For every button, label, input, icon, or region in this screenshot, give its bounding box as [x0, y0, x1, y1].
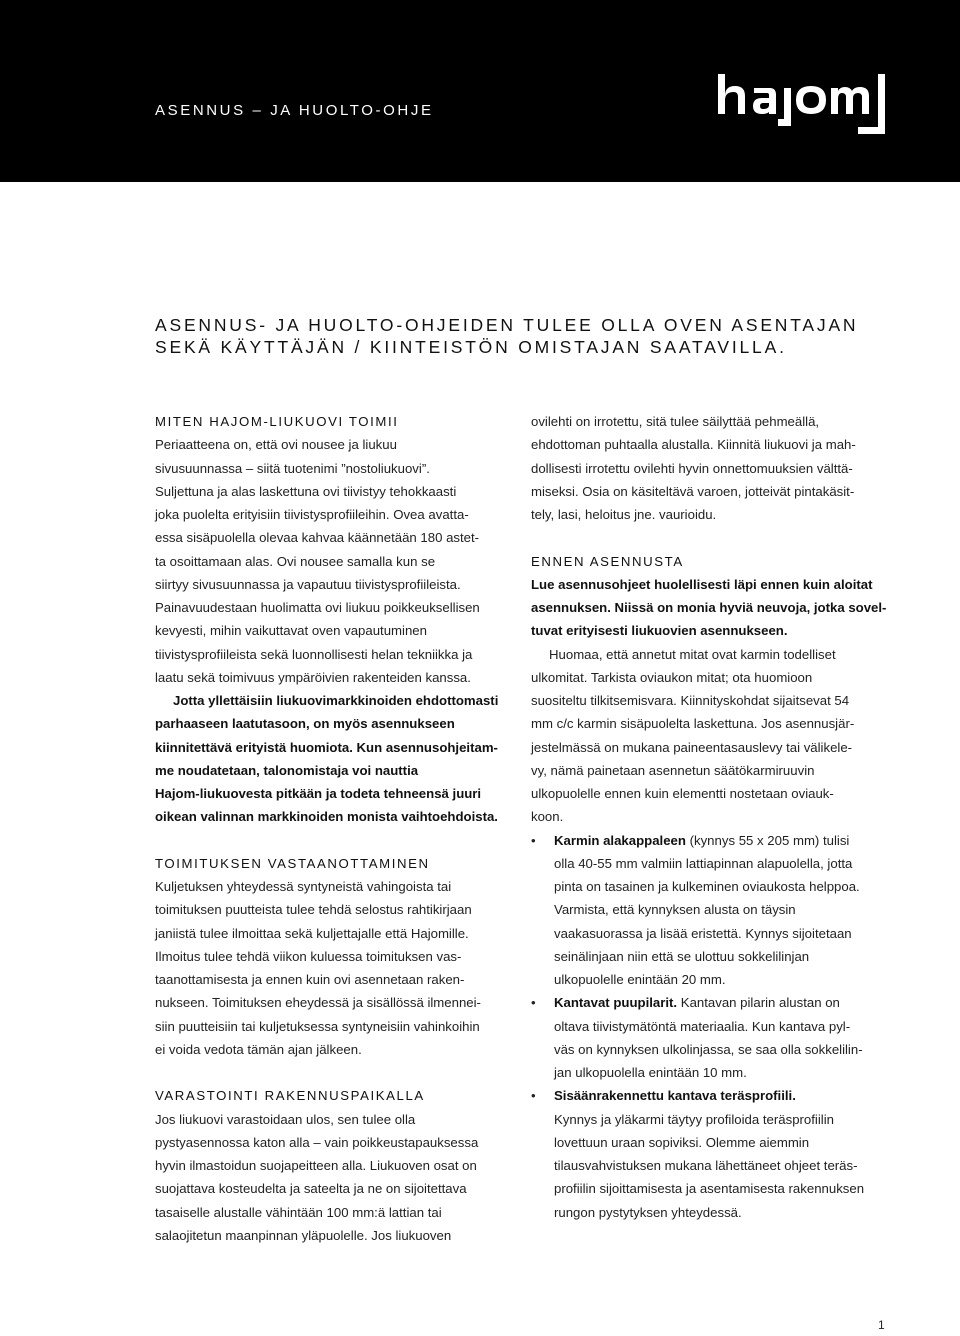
- section-heading-how-it-works: MITEN HAJOM-LIUKUOVI TOIMII: [155, 414, 399, 429]
- bold-line: parhaaseen laatutasoon, on myös asennukseen: [155, 716, 455, 732]
- paragraph-line: ulkopuolelle ennen kuin elementti nostetaan oviauk-: [531, 786, 834, 801]
- paragraph-line: ulkomitat. Tarkista oviaukon mitat; ota huomioon: [531, 669, 813, 685]
- paragraph-line: dollisesti irrotettu ovilehti hyvin onnettomuuksien välttä-: [531, 460, 853, 476]
- paragraph-line: vy, nämä painetaan asennetun säätökarmiruuvin: [531, 762, 815, 778]
- paragraph-line: ulkopuolelle enintään 20 mm.: [554, 972, 726, 987]
- paragraph-line: joka puolelta erityisiin tiivistysprofiileihin. Ovea avatta-: [155, 507, 469, 522]
- intro-line: ASENNUS- JA HUOLTO-OHJEIDEN TULEE OLLA OVEN ASENTAJAN: [155, 315, 859, 335]
- bold-line: tuvat erityisesti liukuovien asennukseen.: [531, 623, 788, 639]
- bullet-item-threshold: [531, 829, 893, 852]
- paragraph-line: Periaatteena on, että ovi nousee ja liukuu: [155, 437, 397, 453]
- paragraph-line: miseksi. Osia on käsiteltävä varoen, jotteivät pintakäsit-: [531, 483, 855, 499]
- paragraph-line: tasaiselle alustalle vähintään 100 mm:ä lattian tai: [155, 1204, 442, 1220]
- paragraph-line: tilausvahvistuksen mukana lähettäneet ohjeet teräs-: [554, 1158, 858, 1173]
- paragraph-line: jestelmässä on mukana paineentasauslevy tai välikele-: [531, 739, 853, 755]
- header-banner: [0, 0, 960, 182]
- paragraph-line: suositeltu tilkitsemisvara. Kiinnityskohdat sijaitsevat 54: [531, 693, 850, 708]
- paragraph-line: kevyesti, mihin vaikuttavat oven vapautuminen: [155, 623, 427, 639]
- bullet-icon: •: [531, 832, 536, 848]
- paragraph-line: janiistä tulee ilmoittaa sekä kuljettajalle että Hajomille.: [155, 925, 469, 941]
- bold-line: oikean valinnan markkinoiden monista vaihtoehdoista.: [155, 809, 498, 825]
- bold-line: Lue asennusohjeet huolellisesti läpi ennen kuin aloitat: [531, 576, 873, 592]
- section-heading-before-install: ENNEN ASENNUSTA: [531, 553, 684, 569]
- paragraph-line: nukseen. Toimituksen eheydessä ja sisällössä ilmennei-: [155, 995, 481, 1011]
- paragraph-line: essa sisäpuolella olevaa kahvaa käännetään 180 astet-: [155, 530, 480, 546]
- paragraph-line: taanottamisesta ja ennen kuin ovi asennetaan raken-: [155, 972, 465, 987]
- page-number: 1: [878, 1318, 885, 1332]
- paragraph-line: siirtyy sivusuunnassa ja vapautuu tiivistysprofiileista.: [155, 576, 461, 592]
- paragraph-line: salaojitetun maanpinnan yläpuolelle. Jos liukuoven: [155, 1227, 452, 1243]
- bold-line: me noudatetaan, talonomistaja voi nauttia: [155, 762, 419, 778]
- right-column: [531, 410, 893, 1224]
- bullet-item-steel-profile: [531, 1084, 893, 1107]
- paragraph-line: profiilin sijoittamisesta ja asentamisesta rakennuksen: [554, 1181, 865, 1197]
- paragraph-line: tiivistysprofiileista sekä luonnollisesti helan tekniikka ja: [155, 646, 473, 662]
- paragraph-line: pystyasennossa katon alla – vain poikkeustapauksessa: [155, 1134, 479, 1150]
- intro-line: SEKÄ KÄYTTÄJÄN / KIINTEISTÖN OMISTAJAN SAATAVILLA.: [155, 337, 787, 357]
- paragraph-line: suojattava kosteudelta ja sateelta ja ne on sijoitettava: [155, 1181, 467, 1197]
- bold-line: Hajom-liukuovesta pitkään ja todeta tehneensä juuri: [155, 786, 482, 801]
- paragraph-line: seinälinjaan niin että se ulottuu sokkelilinjan: [554, 948, 810, 964]
- bold-line: asennuksen. Niissä on monia hyviä neuvoja, jotka sovel-: [531, 600, 887, 615]
- paragraph-line: väs on kynnyksen ulkolinjassa, se saa olla sokkelilin-: [554, 1041, 863, 1057]
- left-column: [155, 410, 505, 1247]
- paragraph-line: laatu sekä toimivuus ympäröivien rakenteiden kanssa.: [155, 669, 471, 685]
- paragraph-line: Kuljetuksen yhteydessä syntyneistä vahingoista tai: [155, 879, 452, 894]
- paragraph-line: ta osoittamaan alas. Ovi nousee samalla kun se: [155, 553, 436, 569]
- bullet-icon: •: [531, 995, 536, 1011]
- paragraph-line: tely, lasi, heloitus jne. vaurioidu.: [531, 507, 717, 522]
- paragraph-line: Jos liukuovi varastoidaan ulos, sen tulee olla: [155, 1111, 416, 1127]
- paragraph-line: rungon pystytyksen yhteydessä.: [554, 1204, 742, 1220]
- paragraph-line: mm c/c karmin sisäpuolelta laskettuna. Jos asennusjär-: [531, 716, 855, 732]
- paragraph-line: Painavuudestaan huolimatta ovi liukuu poikkeuksellisen: [155, 600, 480, 615]
- document-title: ASENNUS – JA HUOLTO-OHJE: [155, 102, 434, 119]
- bold-line: kiinnitettävä erityistä huomiota. Kun asennusohjeitam-: [155, 739, 498, 755]
- bold-line: Jotta yllettäisiin liukuovimarkkinoiden ehdottomasti: [173, 693, 499, 708]
- paragraph-line: Kynnys ja yläkarmi täytyy profiloida teräsprofiilin: [554, 1111, 834, 1127]
- bullet-text: (kynnys 55 x 205 mm) tulisi: [685, 832, 850, 848]
- paragraph-line: Suljettuna ja alas laskettuna ovi tiivistyy tehokkaasti: [155, 483, 457, 499]
- paragraph-line: Huomaa, että annetut mitat ovat karmin todelliset: [549, 646, 836, 662]
- paragraph-line: ei voida vedota tämän ajan jälkeen.: [155, 1041, 362, 1057]
- paragraph-line: Ilmoitus tulee tehdä viikon kuluessa toimituksen vas-: [155, 948, 462, 964]
- paragraph-line: vaakasuorassa ja lisää eristettä. Kynnys sijoitetaan: [554, 925, 852, 941]
- bullet-lead: Karmin alakappaleen: [554, 832, 686, 848]
- bullet-icon: •: [531, 1088, 536, 1104]
- paragraph-line: oltava tiivistymätöntä materiaalia. Kun kantava pyl-: [554, 1018, 851, 1034]
- paragraph-line: ovilehti on irrotettu, sitä tulee säilyttää pehmeällä,: [531, 414, 820, 429]
- bullet-text: Kantavan pilarin alustan on: [677, 995, 840, 1011]
- bullet-lead: Sisäänrakennettu kantava teräsprofiili.: [554, 1088, 796, 1104]
- hajom-logo: [718, 74, 888, 134]
- section-heading-storage: VARASTOINTI RAKENNUSPAIKALLA: [155, 1088, 425, 1104]
- paragraph-line: siin puutteisiin tai kuljetuksessa syntyneisiin vahinkoihin: [155, 1018, 480, 1034]
- paragraph-line: ehdottoman puhtaalla alustalla. Kiinnitä liukuovi ja mah-: [531, 437, 856, 453]
- paragraph-line: jan ulkopuolella enintään 10 mm.: [554, 1065, 747, 1080]
- bullet-lead: Kantavat puupilarit.: [554, 995, 678, 1011]
- intro-notice: [155, 314, 858, 358]
- paragraph-line: lovettuun uraan sopiviksi. Olemme aiemmin: [554, 1134, 810, 1150]
- paragraph-line: toimituksen puutteista tulee tehdä selostus rahtikirjaan: [155, 902, 472, 918]
- paragraph-line: pinta on tasainen ja kulkeminen oviaukosta helppoa.: [554, 879, 860, 894]
- bullet-item-pillars: [531, 991, 893, 1014]
- paragraph-line: hyvin ilmastoidun suojapeitteen alla. Liukuoven osat on: [155, 1158, 477, 1173]
- paragraph-line: olla 40-55 mm valmiin lattiapinnan alapuolella, jotta: [554, 855, 853, 871]
- paragraph-line: Varmista, että kynnyksen alusta on täysin: [554, 902, 796, 918]
- paragraph-line: koon.: [531, 809, 564, 825]
- paragraph-line: sivusuunnassa – siitä tuotenimi ”nostoliukuovi”.: [155, 460, 430, 476]
- section-heading-delivery: TOIMITUKSEN VASTAANOTTAMINEN: [155, 855, 430, 871]
